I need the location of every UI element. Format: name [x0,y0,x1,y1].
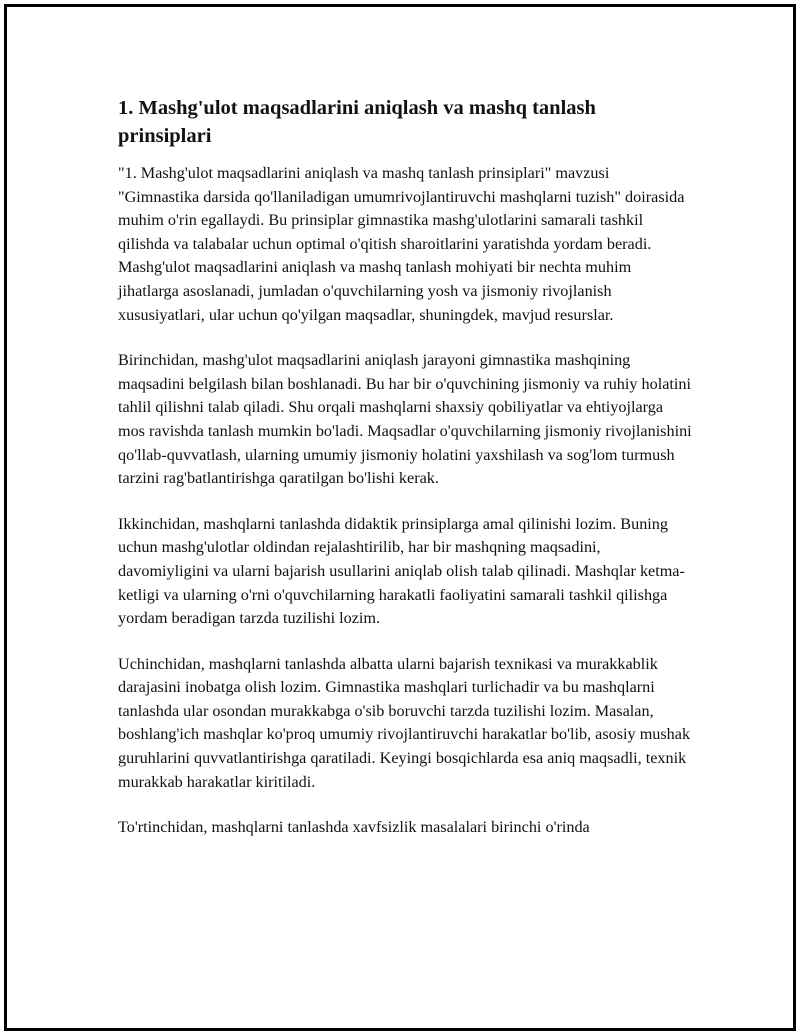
paragraph-second: Ikkinchidan, mashqlarni tanlashda didaktik prinsiplarga amal qilinishi lozim. Buning uchun mashg'ulotlar oldindan rejalashtirilib, har bir mashqning maqsadini, davomiyligini va ularni bajarish usullarini aniqlab olish talab qilinadi. Mashqlar ketma-ketligi va ularning o'rni o'quvchilarning harakatli faoliyatini samarali tashkil qilishga yordam beradigan tarzda tuzilishi lozim. [118,514,685,628]
paragraph-third: Uchinchidan, mashqlarni tanlashda albatta ularni bajarish texnikasi va murakkablik darajasini inobatga olish lozim. Gimnastika mashqlari turlichadir va bu mashqlarni tanlashda ular osondan murakkabga o'sib boruvchi tarzda tuzilishi lozim. Masalan, boshlang'ich mashqlar ko'proq umumiy rivojlantiruvchi harakatlar bo'lib, asosiy mushak guruhlarini quvvatlantirishga qaratiladi. Keyingi bosqichlarda esa aniq maqsadli, texnik murakkab harakatlar kiritiladi. [118,654,691,791]
section-heading: 1. Mashg'ulot maqsadlarini aniqlash va mashq tanlash prinsiplari [118,97,596,147]
paragraph-intro: "1. Mashg'ulot maqsadlarini aniqlash va mashq tanlash prinsiplari" mavzusi "Gimnastika darsida qo'llaniladigan umumrivojlantiruvchi mashqlarni tuzish" doirasida muhim o'rin egallaydi. Bu prinsiplar gimnastika mashg'ulotlarini samarali tashkil qilishda va talabalar uchun optimal o'qitish sharoitlarini yaratishda yordam beradi. Mashg'ulot maqsadlarini aniqlash va mashq tanlash mohiyati bir nechta muhim jihatlarga asoslanadi, jumladan o'quvchilarning yosh va jismoniy rivojlanish xususiyatlari, ular uchun qo'yilgan maqsadlar, shuningdek, mavjud resurslar. [118,164,685,324]
document-body [118,94,693,862]
paragraph-fourth: To'rtinchidan, mashqlarni tanlashda xavfsizlik masalalari birinchi o'rinda [118,818,590,837]
paragraph-first: Birinchidan, mashg'ulot maqsadlarini aniqlash jarayoni gimnastika mashqining maqsadini belgilash bilan boshlanadi. Bu har bir o'quvchining jismoniy va ruhiy holatini tahlil qilishni talab qiladi. Shu orqali mashqlarni shaxsiy qobiliyatlar va ehtiyojlarga mos ravishda tanlash mumkin bo'ladi. Maqsadlar o'quvchilarning jismoniy rivojlanishini qo'llab-quvvatlash, ularning umumiy jismoniy holatini yaxshilash va sog'lom turmush tarzini rag'batlantirishga qaratilgan bo'lishi kerak. [118,351,692,488]
